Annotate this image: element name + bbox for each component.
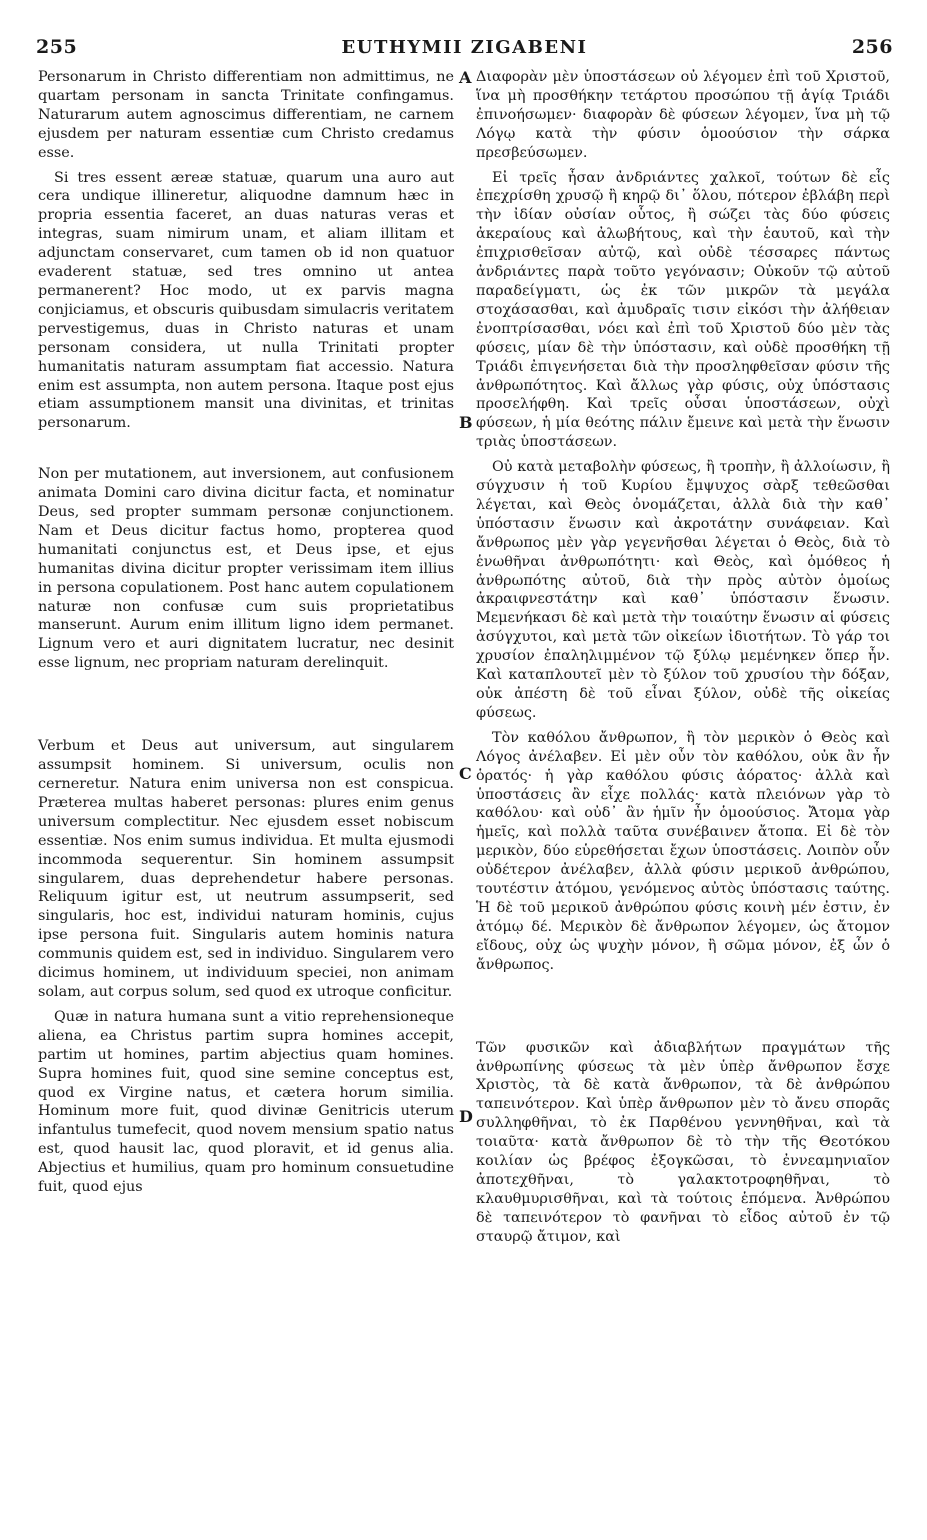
greek-paragraph-2: Εἰ τρεῖς ἦσαν ἀνδριάντες χαλκοῖ, τούτων δὲ εἷς ἐπεχρίσθη χρυσῷ ἢ κηρῷ δι᾿ ὅλου, πότερον ἐβλάβη περὶ τὴν ἰδίαν οὐσίαν οὗτος, ἢ σώζει τὰς δύο φύσεις ἀκεραίους καὶ ἀλωβήτους, καὶ τὴν ἑαυτοῦ, καὶ τὴν ἐπιχρισθεῖσαν αὐτῷ, καὶ οὐδὲ τέσσαρες πάντως ἀνδριάντες παρὰ τοῦτο γεγόνασιν; Οὐκοῦν τῷ αὐτοῦ παραδείγματι, ὡς ἐκ τῶν μικρῶν τὰ μεγάλα στοχάσασθαι, καὶ ἀμυδραῖς τισιν εἰκόσι τὴν ἀλήθειαν ἐνοπτρίσασθαι, νόει καὶ ἐπὶ τοῦ Χριστοῦ δύο μὲν τὰς φύσεις, μίαν δὲ τὴν ὑπόστασιν, καὶ οὐδὲ προσθήκη τῇ Τριάδι ἐπιγενήσεται διὰ τὴν προσληφθεῖσαν φύσιν τῆς ἀνθρωπότητος. Καὶ ἄλλως γὰρ φύσις, οὐχ ὑπόστασις προσελήφθη. Καὶ τρεῖς οὖσαι ὑποστάσεων, οὐχὶ φύσεων, ἡ μία θεότης πάλιν ἔμεινε καὶ μετὰ τὴν ἕνωσιν τριὰς ὑποστάσεων. [476,169,890,451]
page-header [36,36,893,62]
latin-paragraph-4: Verbum et Deus aut universum, aut singularem assumpsit hominem. Si universum, oculis non cerneretur. Natura enim universa non est conspicua. Præterea multas haberet personas: plures enim genus universum complectitur. Nec ejusdem esset nobiscum essentiæ. Nos enim sumus individua. Et multa ejusmodi incommoda sequerentur. Sin hominem assumpsit singularem, duas deprehendetur habere personas. Reliquum igitur est, ut neutrum assumpserit, sed singularis, hoc est, individui naturam hominis, cujus ipse persona fuit. Singularis autem hominis natura communis quidem est, sed in individuo. Singularem vero dicimus hominem, ut individuum speciei, non animam solam, aut corpus solum, sed quod ex utroque conficitur. [38,738,454,1000]
greek-column [476,68,890,1253]
margin-marker-a: A [459,68,472,87]
page-number-right: 256 [851,36,893,58]
greek-paragraph-4: Τὸν καθόλου ἄνθρωπον, ἢ τὸν μερικὸν ὁ Θεὸς καὶ Λόγος ἀνέλαβεν. Εἰ μὲν οὖν τὸν καθόλου, οὐκ ἂν ἦν ὁρατός· ἡ γὰρ καθόλου φύσις ἀόρατος· ἀλλὰ καὶ ὑποστάσεις ἂν εἶχε πολλάς· κατὰ πλειόνων γὰρ τὸ καθόλου· καὶ οὐδ᾿ ἂν ἡμῖν ἦν ὁμοούσιος. Ἄτομα γὰρ ἡμεῖς, καὶ πολλὰ ταῦτα συνέβαινεν ἄτοπα. Εἰ δὲ τὸν μερικὸν, δύο εὑρεθήσεται ἔχων ὑποστάσεις. Λοιπὸν οὖν οὐδέτερον ἀνέλαβεν, ἀλλὰ φύσιν μερικοῦ ἀνθρώπου, τουτέστιν ἀτόμου, γενόμενος αὐτὸς ὑπόστασις ταύτης. Ἡ δὲ τοῦ μερικοῦ ἀνθρώπου φύσις κοινὴ μέν ἐστιν, ἐν ἀτόμῳ δέ. Μερικὸν δὲ ἄνθρωπον λέγομεν, ὡς ἄτομον εἴδους, οὐχ ὡς ψυχὴν μόνον, ἢ σῶμα μόνον, ἐξ ὧν ὁ ἄνθρωπος. [476,729,890,973]
latin-paragraph-1: Personarum in Christo differentiam non admittimus, ne quartam personam in sancta Trinitate confingamus. Naturarum autem agnoscimus differentiam, ne carnem ejusdem per naturam essentiæ cum Christo credamus esse. [38,69,454,161]
latin-paragraph-3: Non per mutationem, aut inversionem, aut confusionem animata Domini caro divina dicitur facta, et nominatur Deus, sed propter summam personæ conjunctionem. Nam et Deus dicitur factus homo, propterea quod humanitati conjunctus est, et Deus ipse, et ejus humanitas divina dicitur propter verissimam item illius in persona copulationem. Post hanc autem copulationem naturæ non confusæ cum suis proprietatibus manserunt. Aurum enim illitum ligno idem permanet. Lignum vero et auri dignitatem lucratur, nec desinit esse lignum, nec propriam naturam derelinquit. [38,466,454,672]
greek-paragraph-5: Τῶν φυσικῶν καὶ ἀδιαβλήτων πραγμάτων τῆς ἀνθρωπίνης φύσεως τὰ μὲν ὑπὲρ ἄνθρωπον ἔσχε Χριστὸς, τὰ δὲ κατὰ ἄνθρωπον, τὰ δὲ ἀνθρώπου ταπεινότερον. Καὶ ὑπὲρ ἄνθρωπον μὲν τὸ ἄνευ σπορᾶς συλληφθῆναι, τὸ ἐκ Παρθένου γεννηθῆναι, καὶ τὰ τοιαῦτα· κατὰ ἄνθρωπον δὲ τὸ τὴν τῆς Θεοτόκου κοιλίαν ὡς βρέφος ἐξογκῶσαι, τὸ ἐννεαμηνιαῖον ἀποτεχθῆναι, τὸ γαλακτοτροφηθῆναι, τὸ κλαυθμυρισθῆναι, καὶ τὰ τούτοις ἑπόμενα. Ἀνθρώπου δὲ ταπεινότερον τὸ φανῆναι τὸ εἶδος αὐτοῦ ἐν τῷ σταυρῷ ἄτιμον, καὶ [476,1039,890,1245]
margin-marker-b: B [459,413,473,432]
greek-paragraph-1: Διαφορὰν μὲν ὑποστάσεων οὐ λέγομεν ἐπὶ τοῦ Χριστοῦ, ἵνα μὴ προσθήκην τετάρτου προσώπου τῇ ἁγίᾳ Τριάδι ἐπινοήσωμεν· διαφορὰν δὲ φύσεων λέγομεν, ἵνα μὴ τῷ Λόγῳ κατὰ τὴν φύσιν ὁμοούσιον τὴν σάρκα πρεσβεύσωμεν. [476,69,890,161]
margin-marker-c: C [459,764,472,783]
latin-paragraph-5: Quæ in natura humana sunt a vitio reprehensioneque aliena, ea Christus partim supra homines accepit, partim ut homines, partim abjectius quam homines. Supra homines fuit, quod sine semine conceptus est, quod ex Virgine natus, et cætera horum similia. Hominum more fuit, quod divinæ Genitricis uterum infantulus tumefecit, quod novem mensium spatio natus est, quod hausit lac, quod ploravit, et id genus alia. Abjectius et humilius, quam pro hominum consuetudine fuit, quod ejus [38,1008,454,1196]
margin-marker-d: D [459,1107,473,1126]
page-number-left: 255 [36,36,78,58]
greek-paragraph-3: Οὐ κατὰ μεταβολὴν φύσεως, ἢ τροπὴν, ἢ ἀλλοίωσιν, ἢ σύγχυσιν ἡ τοῦ Κυρίου ἔμψυχος σὰρξ τεθεῶσθαι λέγεται, καὶ Θεὸς ὀνομάζεται, ἀλλὰ διὰ τὴν καθ᾿ ὑπόστασιν ἕνωσιν καὶ ἀκροτάτην συνάφειαν. Καὶ ἄνθρωπος μὲν γὰρ γεγενῆσθαι λέγεται ὁ Θεὸς, διὰ τὸ ἑνωθῆναι ἀνθρωπότητι· καὶ Θεὸς, καὶ ὁμόθεος ἡ ἀνθρωπότης αὐτοῦ, διὰ τὴν πρὸς αὐτὸν ὁμοίως ἀκραιφνεστάτην καὶ καθ᾿ ὑπόστασιν ἕνωσιν. Μεμενήκασι δὲ καὶ μετὰ τὴν τοιαύτην ἕνωσιν αἱ φύσεις ἀσύγχυτοι, καὶ μετὰ τῶν οἰκείων ἰδιοτήτων. Τὸ γάρ τοι χρυσίον ἐπαληλιμμένον τῷ ξύλῳ μεμένηκεν ὅπερ ἦν. Καὶ καταπλουτεῖ μὲν τὸ ξύλον τοῦ χρυσίου τὴν δόξαν, οὐκ ἀπέστη δὲ τοῦ εἶναι ξύλον, οὐδὲ τῆς οἰκείας φύσεως. [476,459,890,721]
running-title: EUTHYMII ZIGABENI [341,37,588,58]
latin-column [38,68,454,1203]
latin-paragraph-2: Si tres essent æreæ statuæ, quarum una auro aut cera undique illineretur, aliquodne damnum hæc in propria essentia faceret, an duas naturas veras et integras, suam nimirum unam, et aliam illitam et adjunctam conservaret, cum tamen ob id non quatuor evaderent statuæ, sed tres omnino ut antea permanerent? Hoc modo, ut ex parvis magna conjiciamus, et obscuris quibusdam simulacris veritatem pervestigemus, duas in Christo naturas et unam personam considera, ut nulla Trinitati propter humanitatis naturam assumptam fiat accessio. Natura enim est assumpta, non autem persona. Itaque post ejus etiam assumptionem mansit una divinitas, et trinitas personarum. [38,169,454,432]
